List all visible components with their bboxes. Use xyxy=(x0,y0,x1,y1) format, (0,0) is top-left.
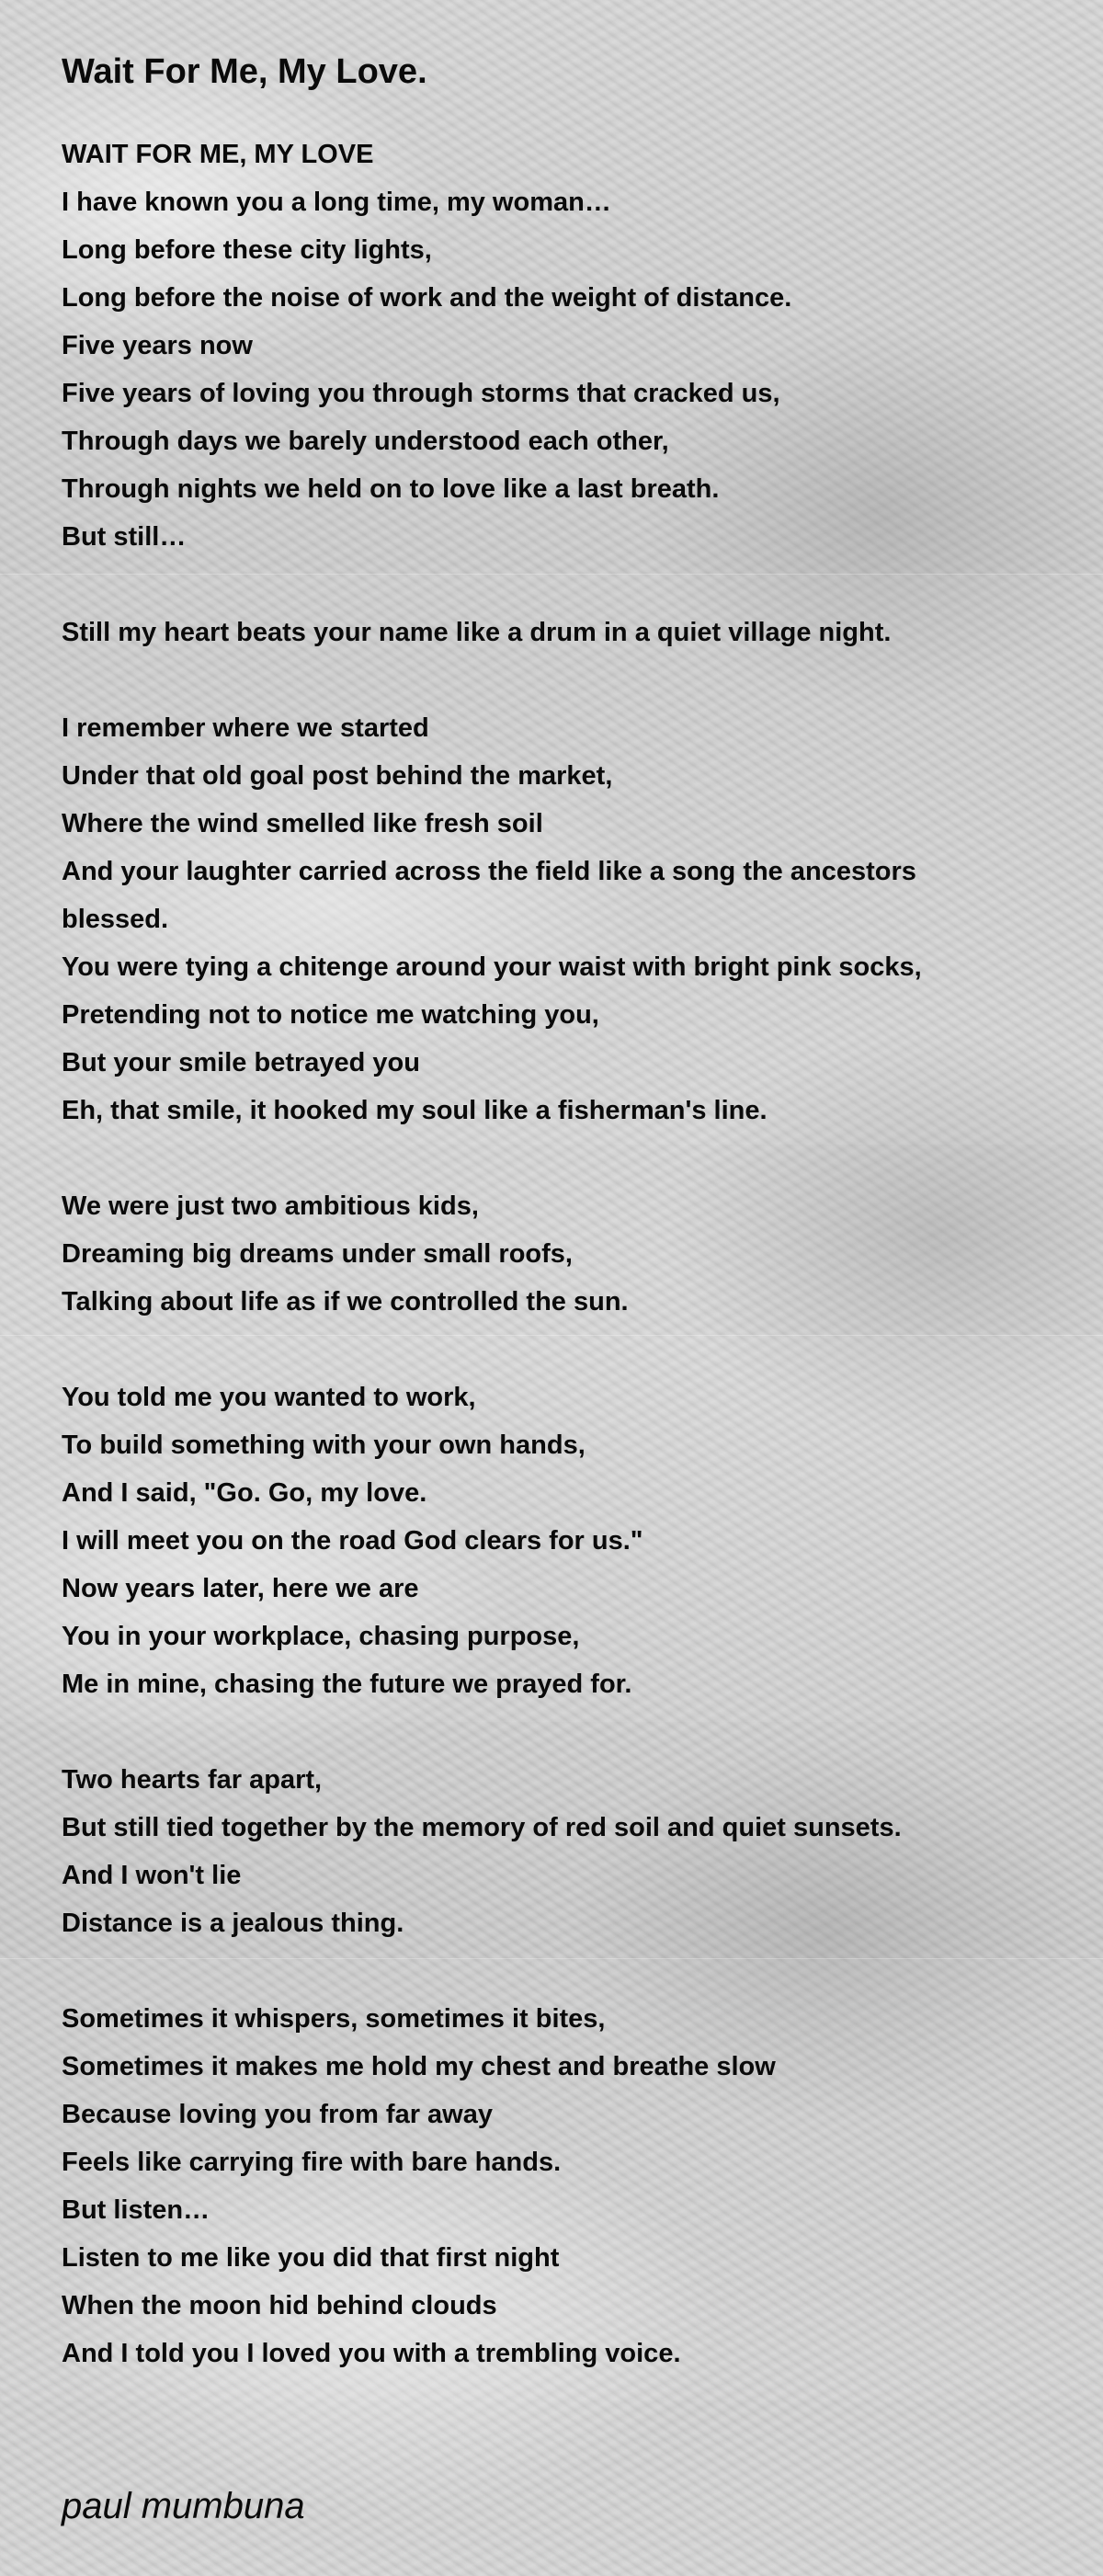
poem-line: Talking about life as if we controlled the sun. xyxy=(62,1287,629,1316)
poem-line: I remember where we started xyxy=(62,713,429,743)
poem-line: blessed. xyxy=(62,905,169,934)
poem-line: Under that old goal post behind the market, xyxy=(62,761,613,791)
poem-stanza xyxy=(62,1756,1073,1947)
poem-line: WAIT FOR ME, MY LOVE xyxy=(62,140,374,169)
poem-line: Where the wind smelled like fresh soil xyxy=(62,809,543,838)
poem-line: Sometimes it makes me hold my chest and breathe slow xyxy=(62,2052,776,2081)
poem-line: Dreaming big dreams under small roofs, xyxy=(62,1239,573,1269)
poem-line: Distance is a jealous thing. xyxy=(62,1909,404,1938)
poem-line: Sometimes it whispers, sometimes it bites, xyxy=(62,2004,606,2034)
poem-stanza xyxy=(62,1182,1073,1326)
poem-line: I have known you a long time, my woman… xyxy=(62,188,611,217)
poem-line: Me in mine, chasing the future we prayed for. xyxy=(62,1670,632,1699)
poem-content xyxy=(62,44,1073,2425)
poem-line: Two hearts far apart, xyxy=(62,1765,323,1795)
poem-line: Five years now xyxy=(62,331,253,360)
poem-stanzas xyxy=(62,131,1073,2377)
poem-line: Because loving you from far away xyxy=(62,2100,493,2129)
poem-stanza xyxy=(62,1373,1073,1708)
poem-line: But your smile betrayed you xyxy=(62,1048,420,1077)
poem-line: And I said, "Go. Go, my love. xyxy=(62,1478,427,1508)
poem-line: But still tied together by the memory of red soil and quiet sunsets. xyxy=(62,1813,902,1842)
poem-title: Wait For Me, My Love. xyxy=(62,52,427,91)
poem-line: When the moon hid behind clouds xyxy=(62,2291,497,2320)
poem-line: Through days we barely understood each other, xyxy=(62,427,669,456)
poem-line: Pretending not to notice me watching you, xyxy=(62,1000,599,1030)
poem-line: And I won't lie xyxy=(62,1861,242,1890)
poem-stanza xyxy=(62,1995,1073,2377)
poem-stanza xyxy=(62,609,1073,656)
poem-line: Now years later, here we are xyxy=(62,1574,419,1603)
poem-line: Feels like carrying fire with bare hands. xyxy=(62,2148,562,2177)
poem-line: Long before these city lights, xyxy=(62,235,432,265)
poem-line: To build something with your own hands, xyxy=(62,1430,586,1460)
poem-line: But still… xyxy=(62,522,187,552)
poem-line: Through nights we held on to love like a last breath. xyxy=(62,474,720,504)
poem-line: Still my heart beats your name like a drum in a quiet village night. xyxy=(62,618,892,647)
poem-line: Five years of loving you through storms that cracked us, xyxy=(62,379,780,408)
poem-line: Eh, that smile, it hooked my soul like a fisherman's line. xyxy=(62,1096,768,1125)
poem-line: You in your workplace, chasing purpose, xyxy=(62,1622,580,1651)
poem-line: And your laughter carried across the field like a song the ancestors xyxy=(62,857,916,886)
poem-line: Listen to me like you did that first night xyxy=(62,2243,560,2273)
poem-line: But listen… xyxy=(62,2195,210,2225)
poem-stanza xyxy=(62,704,1073,1134)
poem-line: You told me you wanted to work, xyxy=(62,1383,476,1412)
poem-line: And I told you I loved you with a trembling voice. xyxy=(62,2339,681,2368)
poem-line: Long before the noise of work and the weight of distance. xyxy=(62,283,792,313)
poem-line: I will meet you on the road God clears for us." xyxy=(62,1526,643,1556)
poem-line: We were just two ambitious kids, xyxy=(62,1191,479,1221)
poem-stanza xyxy=(62,131,1073,561)
poem-line: You were tying a chitenge around your waist with bright pink socks, xyxy=(62,952,922,982)
poem-author: paul mumbuna xyxy=(62,2486,305,2526)
